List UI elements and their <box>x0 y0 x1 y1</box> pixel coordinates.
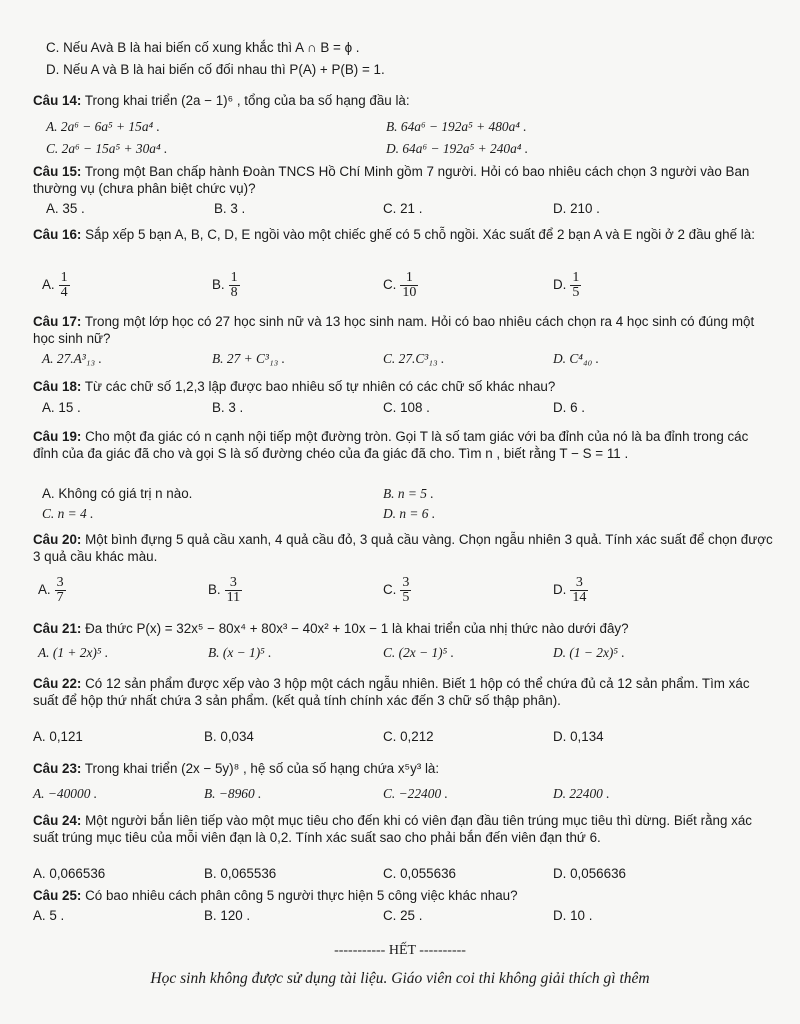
option-c: C. −22400 . <box>383 786 448 801</box>
q20-options <box>0 568 800 604</box>
option-b: B. −8960 . <box>204 786 262 801</box>
end-marker: ----------- HẾT ---------- <box>334 943 466 958</box>
option-a: A. −40000 . <box>33 786 98 801</box>
q24-options <box>0 866 800 886</box>
option-a: A. 5 . <box>33 908 65 923</box>
question-text: Có bao nhiêu cách phân công 5 người thực hiện 5 công việc khác nhau? <box>85 888 518 903</box>
option-c: C. $\frac{1}{10}$ <box>383 270 417 300</box>
q22-options <box>0 729 800 749</box>
option-b: B. 3 . <box>212 400 244 415</box>
option-b: B. $\frac{3}{11}$ <box>208 575 241 605</box>
footer-note: Học sinh không được sử dụng tài liệu. Giáo viên coi thi không giải thích gì thêm <box>150 970 650 987</box>
option-b: B. 64a⁶ − 192a⁵ + 480a⁴ . <box>386 119 527 134</box>
q15-options <box>0 201 800 221</box>
q17-options <box>0 351 800 371</box>
option-a: A. 2a⁶ − 6a⁵ + 15a⁴ . <box>46 119 160 134</box>
option-c: C. 108 . <box>383 400 430 415</box>
option-d: D. 0,134 <box>553 729 604 744</box>
option-b: B. 3 . <box>214 201 246 216</box>
option-d: D. 0,056636 <box>553 866 626 881</box>
question-number: Câu 25: <box>33 888 82 903</box>
question-number: Câu 19: <box>33 429 82 444</box>
question-18 <box>33 378 773 395</box>
option-b: B. 0,034 <box>204 729 254 744</box>
question-20 <box>33 531 773 565</box>
option-c: C. $\frac{3}{5}$ <box>383 575 410 605</box>
question-text: Một bình đựng 5 quả cầu xanh, 4 quả cầu đỏ, 3 quả cầu vàng. Chọn ngẫu nhiên 3 quả. Tính xác suất để chọn được 3 quả cầu khác màu. <box>33 532 773 564</box>
question-19 <box>33 428 773 462</box>
option-d-prev: D. Nếu A và B là hai biến cố đối nhau thì P(A) + P(B) = 1. <box>46 62 385 77</box>
option-d: D. 10 . <box>553 908 593 923</box>
option-d: D. 210 . <box>553 201 600 216</box>
option-a: A. $\frac{3}{7}$ <box>38 575 64 605</box>
option-a: A. 0,066536 <box>33 866 106 881</box>
q14-options-row1 <box>0 119 800 139</box>
q14-options-row2 <box>0 141 800 161</box>
question-number: Câu 23: <box>33 761 82 776</box>
question-number: Câu 24: <box>33 813 82 828</box>
question-text: Trong một lớp học có 27 học sinh nữ và 13 học sinh nam. Hỏi có bao nhiêu cách chọn ra 4 học sinh có đúng một học sinh nữ? <box>33 314 755 346</box>
question-text: Đa thức P(x) = 32x⁵ − 80x⁴ + 80x³ − 40x² + 10x − 1 là khai triển của nhị thức nào dưới đây? <box>85 621 629 636</box>
question-number: Câu 18: <box>33 379 82 394</box>
option-a: A. (1 + 2x)⁵ . <box>38 645 109 660</box>
question-number: Câu 21: <box>33 621 82 636</box>
option-d: D. $\frac{3}{14}$ <box>553 575 587 605</box>
option-b: B. 27 + C³₁₃ . <box>212 351 285 366</box>
option-a: A. $\frac{1}{4}$ <box>42 270 68 300</box>
question-text: Cho một đa giác có n cạnh nội tiếp một đường tròn. Gọi T là số tam giác với ba đỉnh của nó là ba đỉnh trong các đỉnh của đa giác đã cho và gọi S là số đường chéo của đa giác đã cho. Tìm n , biết rằng T − S = 11 . <box>33 429 749 461</box>
question-number: Câu 22: <box>33 676 82 691</box>
q21-options <box>0 645 800 665</box>
option-d: D. 6 . <box>553 400 585 415</box>
option-c: C. (2x − 1)⁵ . <box>383 645 454 660</box>
option-c: C. 27.C³₁₃ . <box>383 351 445 366</box>
option-c: C. 25 . <box>383 908 423 923</box>
question-number: Câu 15: <box>33 164 82 179</box>
q18-options <box>0 400 800 420</box>
option-a: A. 35 . <box>46 201 85 216</box>
question-text: Từ các chữ số 1,2,3 lập được bao nhiêu số tự nhiên có các chữ số khác nhau? <box>84 379 556 394</box>
question-21 <box>33 620 773 637</box>
question-25 <box>33 887 773 904</box>
option-c: C. n = 4 . <box>42 506 94 521</box>
question-17 <box>33 313 773 347</box>
question-number: Câu 14: <box>33 93 82 108</box>
option-d: D. 22400 . <box>553 786 610 801</box>
question-text: Sắp xếp 5 bạn A, B, C, D, E ngồi vào một chiếc ghế có 5 chỗ ngồi. Xác suất để 2 bạn A và E ngồi ở 2 đầu ghế là: <box>85 227 755 242</box>
option-a: A. 0,121 <box>33 729 83 744</box>
question-text: Trong khai triển (2x − 5y)⁸ , hệ số của số hạng chứa x⁵y³ là: <box>84 761 440 776</box>
option-b: B. (x − 1)⁵ . <box>208 645 272 660</box>
q23-options <box>0 786 800 806</box>
option-a: A. 27.A³₁₃ . <box>42 351 102 366</box>
option-c-prev: C. Nếu Avà B là hai biến cố xung khắc thì A ∩ B = ϕ . <box>46 40 360 55</box>
option-d: D. 64a⁶ − 192a⁵ + 240a⁴ . <box>386 141 529 156</box>
question-14 <box>33 92 773 109</box>
question-15 <box>33 163 773 197</box>
option-b: B. 120 . <box>204 908 251 923</box>
question-text: Có 12 sản phẩm được xếp vào 3 hộp một cách ngẫu nhiên. Biết 1 hộp có thể chứa đủ cả 12 sản phẩm. Tìm xác suất để hộp thứ nhất chứa 3 sản phẩm. (kết quả tính chính xác đến 3 chữ số thập phân). <box>33 676 750 708</box>
option-c: C. 21 . <box>383 201 423 216</box>
option-c: C. 0,055636 <box>383 866 456 881</box>
option-b: B. $\frac{1}{8}$ <box>212 270 238 300</box>
option-b: B. 0,065536 <box>204 866 277 881</box>
question-number: Câu 16: <box>33 227 82 242</box>
option-d: D. n = 6 . <box>383 506 436 521</box>
option-a: A. 15 . <box>42 400 81 415</box>
option-c: C. 0,212 <box>383 729 434 744</box>
question-16 <box>33 226 773 243</box>
option-d: D. $\frac{1}{5}$ <box>553 270 580 300</box>
option-d: D. (1 − 2x)⁵ . <box>553 645 625 660</box>
q19-options-row1 <box>0 486 800 506</box>
option-a: A. Không có giá trị n nào. <box>42 486 193 501</box>
question-text: Một người bắn liên tiếp vào một mục tiêu cho đến khi có viên đạn đầu tiên trúng mục tiêu thì dừng. Biết rằng xác suất trúng mục tiêu của mỗi viên đạn là 0,2. Tính xác suất sao cho phải bắn đến viên đạn thứ 6. <box>33 813 752 845</box>
question-text: Trong một Ban chấp hành Đoàn TNCS Hồ Chí Minh gồm 7 người. Hỏi có bao nhiêu cách chọn 3 người vào Ban thường vụ (chưa phân biệt chức vụ)? <box>33 164 750 196</box>
q25-options <box>0 908 800 928</box>
question-number: Câu 17: <box>33 314 82 329</box>
q19-options-row2 <box>0 506 800 526</box>
option-d: D. C⁴₄₀ . <box>553 351 599 366</box>
question-22 <box>33 675 773 709</box>
question-number: Câu 20: <box>33 532 82 547</box>
question-24 <box>33 812 773 846</box>
q16-options <box>0 263 800 299</box>
option-b: B. n = 5 . <box>383 486 434 501</box>
question-23 <box>33 760 773 777</box>
option-c: C. 2a⁶ − 15a⁵ + 30a⁴ . <box>46 141 168 156</box>
question-text: Trong khai triển (2a − 1)⁶ , tổng của ba số hạng đầu là: <box>84 93 410 108</box>
